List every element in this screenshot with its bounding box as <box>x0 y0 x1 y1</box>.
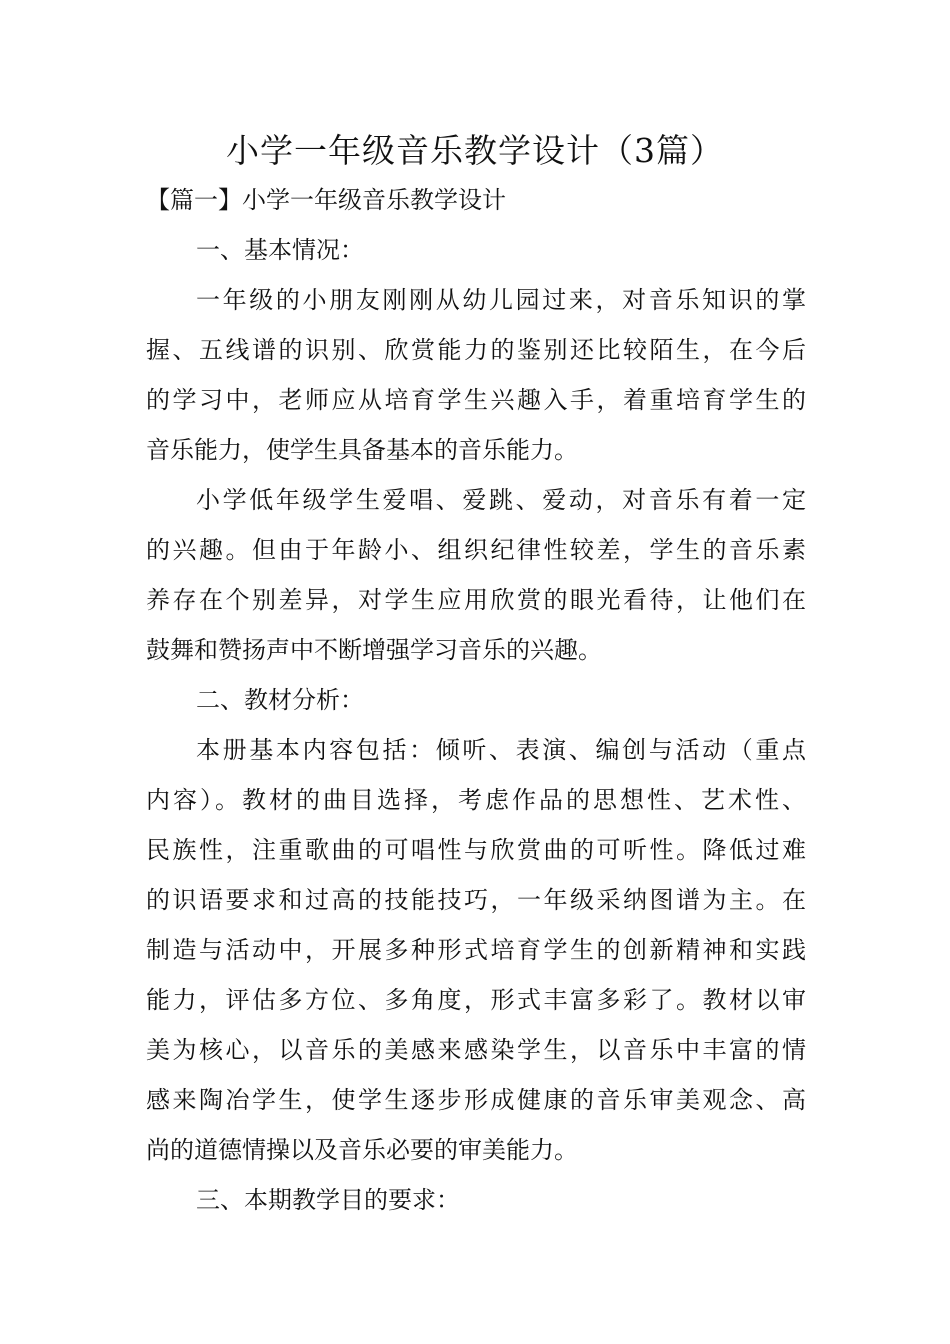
part-heading: 【篇一】小学一年级音乐教学设计 <box>146 186 506 214</box>
paragraph-line: 的学习中，老师应从培育学生兴趣入手，着重培育学生的 <box>146 386 806 414</box>
paragraph-line: 养存在个别差异，对学生应用欣赏的眼光看待，让他们在 <box>146 586 806 614</box>
paragraph-line: 民族性，注重歌曲的可唱性与欣赏曲的可听性。降低过难 <box>146 836 806 864</box>
paragraph-line: 的兴趣。但由于年龄小、组织纪律性较差，学生的音乐素 <box>146 536 806 564</box>
section-heading: 二、教材分析： <box>196 686 364 714</box>
paragraph-line: 音乐能力，使学生具备基本的音乐能力。 <box>146 436 578 464</box>
paragraph-line: 内容）。教材的曲目选择，考虑作品的思想性、艺术性、 <box>146 786 806 814</box>
paragraph-line: 鼓舞和赞扬声中不断增强学习音乐的兴趣。 <box>146 636 602 664</box>
section-heading: 一、基本情况： <box>196 236 364 264</box>
document-title: 小学一年级音乐教学设计（3篇） <box>226 131 724 170</box>
paragraph-line: 的识语要求和过高的技能技巧，一年级采纳图谱为主。在 <box>146 886 806 914</box>
section-heading: 三、本期教学目的要求： <box>196 1186 460 1214</box>
paragraph-line: 尚的道德情操以及音乐必要的审美能力。 <box>146 1136 578 1164</box>
paragraph-line: 握、五线谱的识别、欣赏能力的鉴别还比较陌生，在今后 <box>146 336 806 364</box>
paragraph-line: 感来陶冶学生，使学生逐步形成健康的音乐审美观念、高 <box>146 1086 806 1114</box>
paragraph-line: 制造与活动中，开展多种形式培育学生的创新精神和实践 <box>146 936 806 964</box>
paragraph-line: 本册基本内容包括：倾听、表演、编创与活动（重点 <box>196 736 806 764</box>
paragraph-line: 能力，评估多方位、多角度，形式丰富多彩了。教材以审 <box>146 986 806 1014</box>
paragraph-line: 一年级的小朋友刚刚从幼儿园过来，对音乐知识的掌 <box>196 286 806 314</box>
paragraph-line: 小学低年级学生爱唱、爱跳、爱动，对音乐有着一定 <box>196 486 806 514</box>
paragraph-line: 美为核心，以音乐的美感来感染学生，以音乐中丰富的情 <box>146 1036 806 1064</box>
